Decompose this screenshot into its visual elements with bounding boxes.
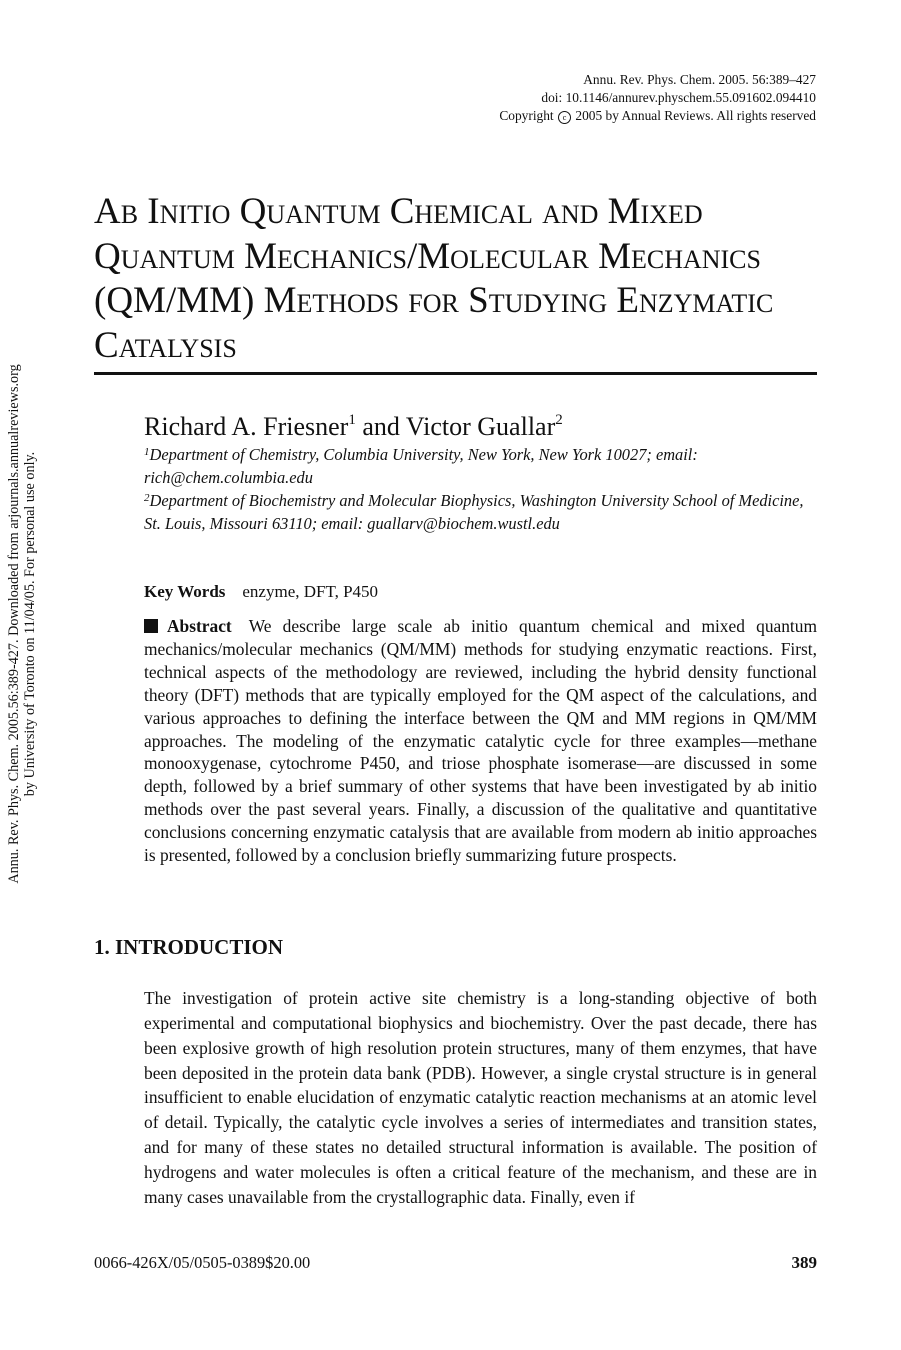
- keywords-list: enzyme, DFT, P450: [242, 582, 379, 601]
- affiliation-2-mark: 2: [144, 492, 150, 504]
- copyright-icon: c: [558, 111, 571, 124]
- copyright-prefix: Copyright: [499, 108, 554, 123]
- journal-header: [499, 71, 816, 125]
- citation: Annu. Rev. Phys. Chem. 2005. 56:389–427: [583, 72, 816, 87]
- author-connector: and: [355, 412, 406, 441]
- affiliation-2: [144, 489, 818, 535]
- affiliations: [144, 443, 818, 535]
- author-2-affiliation-mark: 2: [555, 412, 563, 428]
- copyright-suffix: 2005 by Annual Reviews. All rights reserved: [575, 108, 816, 123]
- copyright: [499, 107, 816, 125]
- download-notice-line-1: Annu. Rev. Phys. Chem. 2005.56:389-427. Downloaded from arjournals.annualreviews.org: [6, 364, 22, 884]
- title-divider: [94, 372, 817, 375]
- affiliation-1-mark: 1: [144, 446, 150, 458]
- abstract-label: Abstract: [167, 616, 232, 636]
- abstract: [144, 615, 817, 867]
- section-heading-introduction: 1. INTRODUCTION: [94, 935, 284, 959]
- author-1-affiliation-mark: 1: [348, 412, 356, 428]
- author-1: Richard A. Friesner: [144, 412, 349, 441]
- download-notice-line-2: by University of Toronto on 11/04/05. For personal use only.: [22, 451, 38, 797]
- keywords-label: Key Words: [144, 582, 226, 601]
- article-code: 0066-426X/05/0505-0389$20.00: [94, 1253, 311, 1272]
- affiliation-2-text: Department of Biochemistry and Molecular Biophysics, Washington University School of Medicine, St. Louis, Missouri 63110; email: guallarv@biochem.wustl.edu: [144, 491, 804, 533]
- download-notice: [6, 304, 38, 944]
- affiliation-1-text: Department of Chemistry, Columbia University, New York, New York 10027; email: rich@chem.columbia.edu: [144, 445, 698, 487]
- abstract-text: We describe large scale ab initio quantum chemical and mixed quantum mechanics/molecular mechanics (QM/MM) methods for studying enzymatic reactions. First, technical aspects of the methodology are reviewed, including the hybrid density functional theory (DFT) methods that are typically employed for the QM aspect of the calculations, and various approaches to defining the interface between the QM and MM regions in QM/MM approaches. The modeling of the enzymatic catalytic cycle for three examples—methane monooxygenase, cytochrome P450, and triose phosphate isomerase—are discussed in some depth, followed by a brief summary of other systems that have been investigated by ab initio methods over the past several years. Finally, a discussion of the qualitative and quantitative conclusions concerning enzymatic catalysis that are available from modern ab initio approaches is presented, followed by a conclusion briefly summarizing future prospects.: [144, 616, 817, 866]
- author-line: [144, 411, 563, 443]
- doi: doi: 10.1146/annurev.physchem.55.091602.094410: [541, 90, 816, 105]
- introduction-paragraph: The investigation of protein active site chemistry is a long-standing objective of both experimental and computational biophysics and biochemistry. Over the past decade, there has been explosive growth of high resolution protein structures, many of them enzymes, that have been deposited in the protein data bank (PDB). However, a single crystal structure is in general insufficient to enable elucidation of enzymatic catalytic reaction mechanisms at an atomic level of detail. Typically, the catalytic cycle involves a series of intermediates and transition states, and for many of these states no detailed structural information is available. The position of hydrogens and water molecules is often a critical feature of the mechanism, and these are in many cases unavailable from the crystallographic data. Finally, even if: [144, 988, 817, 1207]
- affiliation-1: [144, 443, 818, 489]
- page-number: 389: [791, 1253, 817, 1272]
- keywords: [144, 580, 378, 603]
- article-title: Ab Initio Quantum Chemical and Mixed Quantum Mechanics/Molecular Mechanics (QM/MM) Methods for Studying Enzymatic Catalysis: [94, 191, 774, 366]
- author-2: Victor Guallar: [405, 412, 556, 441]
- square-bullet-icon: [144, 619, 158, 633]
